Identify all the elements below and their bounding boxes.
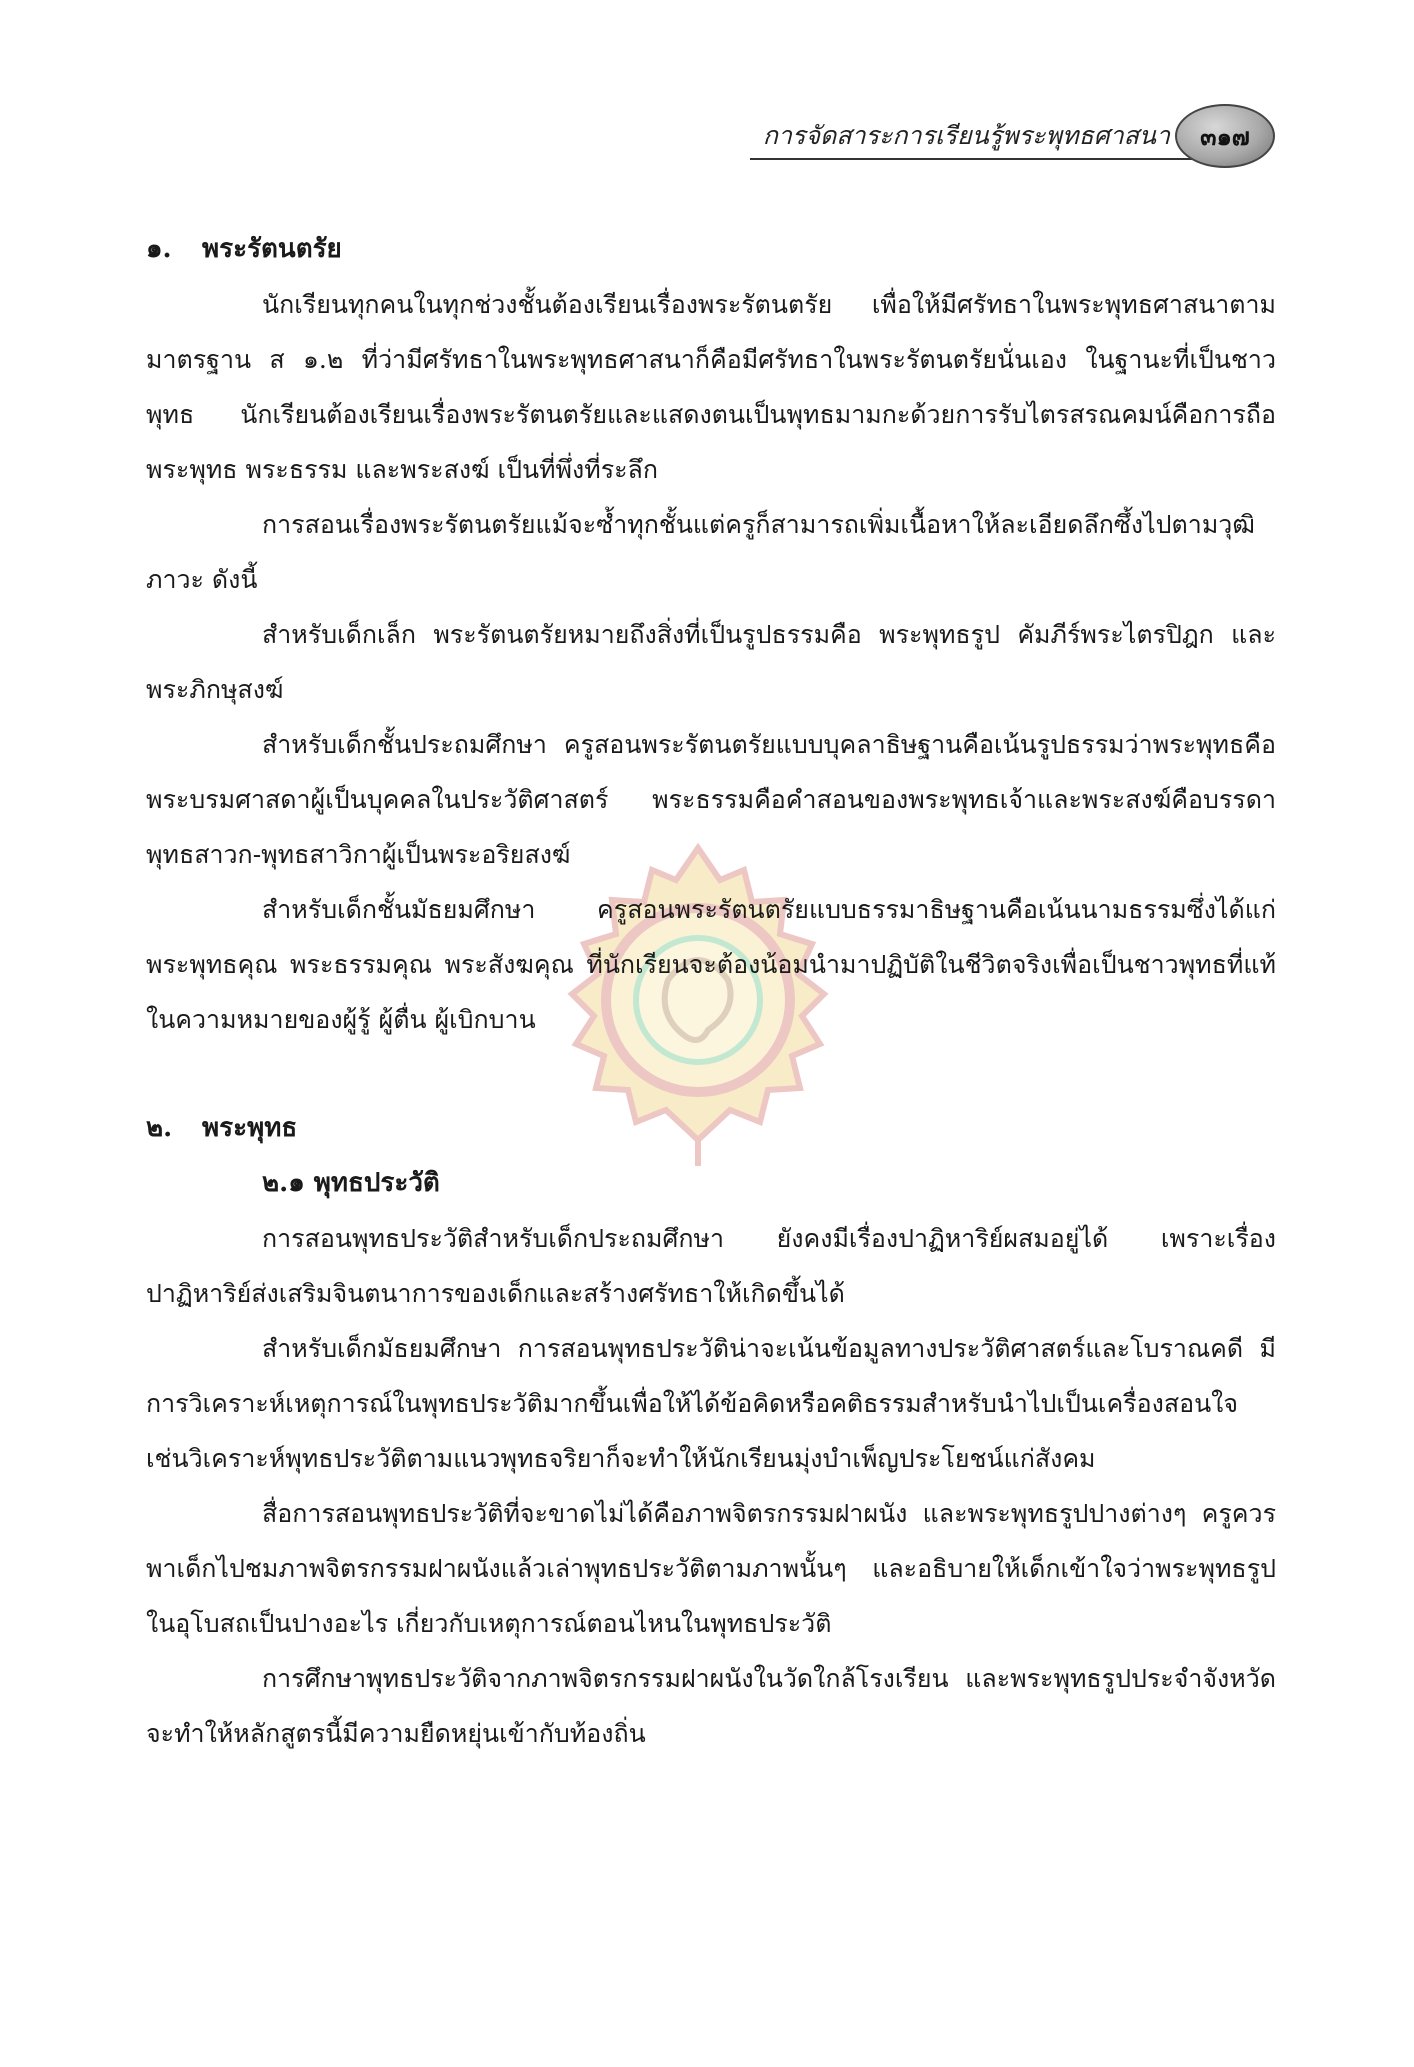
section-1-heading (146, 222, 1276, 277)
paragraph: สื่อการสอนพุทธประวัติที่จะขาดไม่ได้คือภาพจิตรกรรมฝาผนัง และพระพุทธรูปปางต่างๆ ครูควรพาเด็กไปชมภาพจิตรกรรมฝาผนังแล้วเล่าพุทธประวัติตามภาพนั้นๆ และอธิบายให้เด็กเข้าใจว่าพระพุทธรูปในอุโบสถเป็นปางอะไร เกี่ยวกับเหตุการณ์ตอนไหนในพุทธประวัติ (146, 1499, 1276, 1638)
section-1-number: ๑. (146, 234, 172, 264)
section-1-title: พระรัตนตรัย (202, 234, 342, 264)
paragraph: การสอนเรื่องพระรัตนตรัยแม้จะซ้ำทุกชั้นแต่ครูก็สามารถเพิ่มเนื้อหาให้ละเอียดลึกซึ้งไปตามวุฒิภาวะ ดังนี้ (146, 510, 1255, 594)
paragraph: สำหรับเด็กชั้นประถมศึกษา ครูสอนพระรัตนตรัยแบบบุคลาธิษฐานคือเน้นรูปธรรมว่าพระพุทธคือพระบรมศาสดาผู้เป็นบุคคลในประวัติศาสตร์ พระธรรมคือคำสอนของพระพุทธเจ้าและพระสงฆ์คือบรรดาพุทธสาวก-พุทธสาวิกาผู้เป็นพระอริยสงฆ์ (146, 730, 1276, 869)
paragraph: การศึกษาพุทธประวัติจากภาพจิตรกรรมฝาผนังในวัดใกล้โรงเรียน และพระพุทธรูปประจำจังหวัดจะทำให้หลักสูตรนี้มีความยืดหยุ่นเข้ากับท้องถิ่น (146, 1664, 1276, 1748)
paragraph: นักเรียนทุกคนในทุกช่วงชั้นต้องเรียนเรื่องพระรัตนตรัย เพื่อให้มีศรัทธาในพระพุทธศาสนาตามมาตรฐาน ส ๑.๒ ที่ว่ามีศรัทธาในพระพุทธศาสนาก็คือมีศรัทธาในพระรัตนตรัยนั่นเอง ในฐานะที่เป็นชาวพุทธ นักเรียนต้องเรียนเรื่องพระรัตนตรัยและแสดงตนเป็นพุทธมามกะด้วยการรับไตรสรณคมน์คือการถือพระพุทธ พระธรรม และพระสงฆ์ เป็นที่พึ่งที่ระลึก (146, 290, 1276, 484)
page-header (720, 100, 1275, 180)
section-2-heading (146, 1101, 1276, 1156)
document-body (146, 222, 1276, 1761)
header-rule (750, 158, 1205, 160)
paragraph: สำหรับเด็กชั้นมัธยมศึกษา ครูสอนพระรัตนตรัยแบบธรรมาธิษฐานคือเน้นนามธรรมซึ่งได้แก่พระพุทธคุณ พระธรรมคุณ พระสังฆคุณ ที่นักเรียนจะต้องน้อมนำมาปฏิบัติในชีวิตจริงเพื่อเป็นชาวพุทธที่แท้ในความหมายของผู้รู้ ผู้ตื่น ผู้เบิกบาน (146, 895, 1276, 1034)
section-2-title: พระพุทธ (202, 1113, 298, 1143)
section-2-number: ๒. (146, 1113, 173, 1143)
page-number-badge: ๓๑๗ (1175, 104, 1275, 168)
paragraph: สำหรับเด็กมัธยมศึกษา การสอนพุทธประวัติน่าจะเน้นข้อมูลทางประวัติศาสตร์และโบราณคดี มีการวิเคราะห์เหตุการณ์ในพุทธประวัติมากขึ้นเพื่อให้ได้ข้อคิดหรือคติธรรมสำหรับนำไปเป็นเครื่องสอนใจ เช่นวิเคราะห์พุทธประวัติตามแนวพุทธจริยาก็จะทำให้นักเรียนมุ่งบำเพ็ญประโยชน์แก่สังคม (146, 1334, 1276, 1473)
paragraph: การสอนพุทธประวัติสำหรับเด็กประถมศึกษา ยังคงมีเรื่องปาฏิหาริย์ผสมอยู่ได้ เพราะเรื่องปาฏิหาริย์ส่งเสริมจินตนาการของเด็กและสร้างศรัทธาให้เกิดขึ้นได้ (146, 1224, 1276, 1308)
paragraph: สำหรับเด็กเล็ก พระรัตนตรัยหมายถึงสิ่งที่เป็นรูปธรรมคือ พระพุทธรูป คัมภีร์พระไตรปิฎก และพระภิกษุสงฆ์ (146, 620, 1276, 704)
section-gap (146, 1047, 1276, 1101)
subsection-2-1-heading: ๒.๑ พุทธประวัติ (262, 1168, 440, 1198)
header-title: การจัดสาระการเรียนรู้พระพุทธศาสนา (762, 121, 1170, 150)
